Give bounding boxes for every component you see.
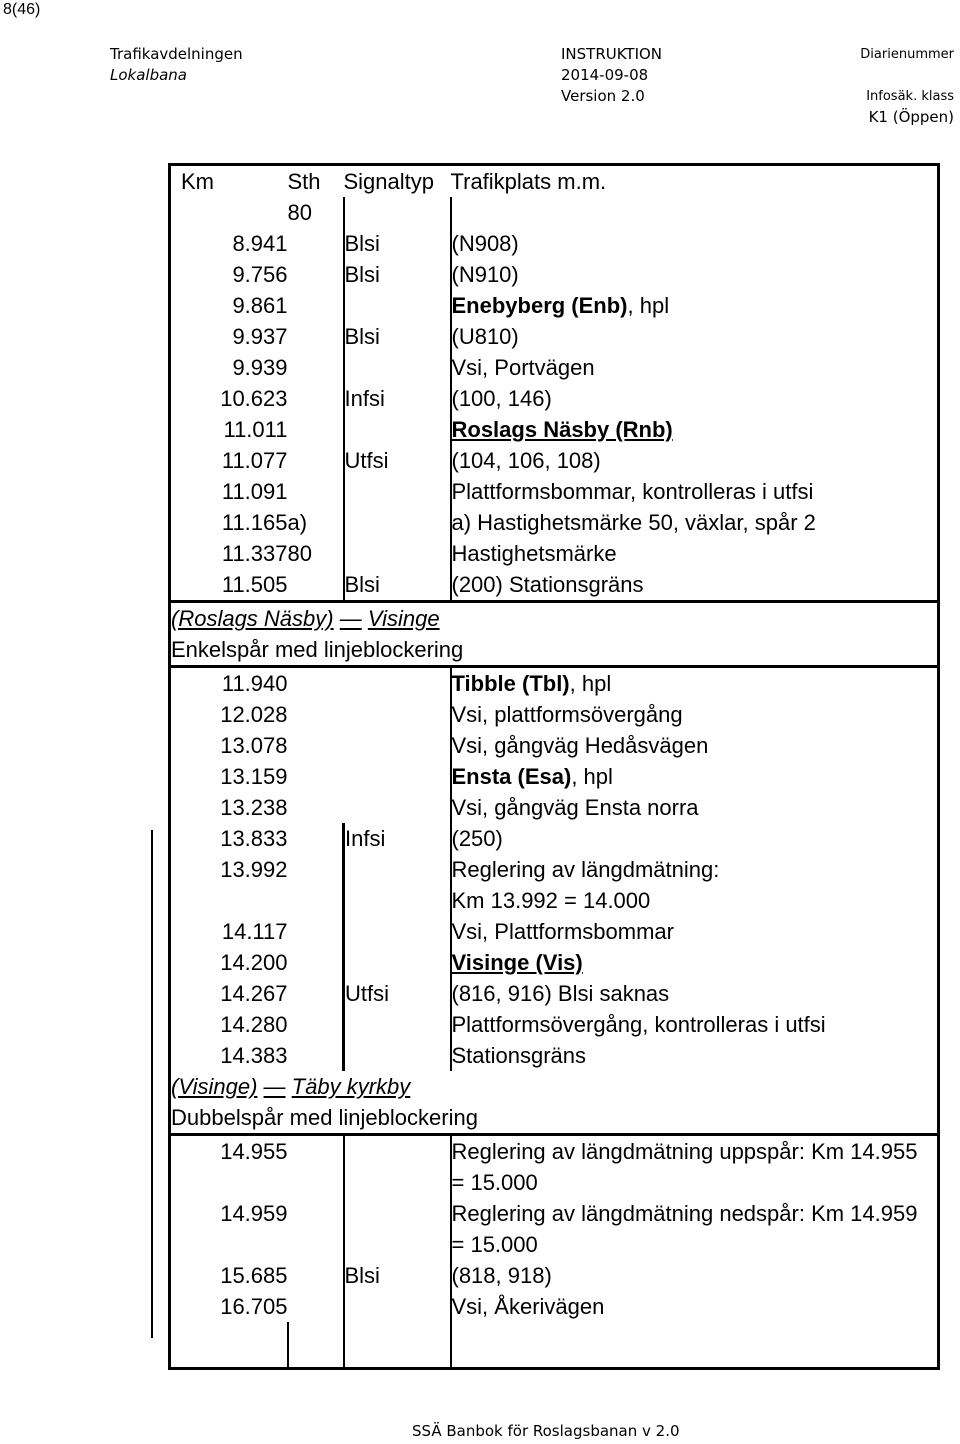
km-cell: 16.705 bbox=[170, 1291, 288, 1322]
sth-cell: 80 bbox=[287, 200, 312, 225]
section-to: Visinge bbox=[367, 606, 440, 631]
place-cell bbox=[451, 259, 939, 290]
place-text: Vsi, plattformsövergång bbox=[451, 702, 683, 727]
place-cell bbox=[451, 823, 939, 854]
place-text: Vsi, Åkerivägen bbox=[451, 1294, 605, 1319]
table-row bbox=[170, 1291, 939, 1322]
table-row bbox=[170, 916, 939, 947]
header-infosak-value: K1 (Öppen) bbox=[868, 108, 954, 126]
place-text: Reglering av längdmätning: bbox=[451, 857, 720, 882]
header-unit: Lokalbana bbox=[110, 66, 187, 84]
place-cell bbox=[451, 978, 939, 1009]
sth-cell bbox=[288, 1135, 344, 1199]
sth-cell bbox=[288, 321, 344, 352]
sth-cell bbox=[288, 414, 344, 445]
place-text: (818, 918) bbox=[451, 1263, 552, 1288]
table-row bbox=[170, 352, 939, 383]
signal-cell: Infsi bbox=[344, 383, 451, 414]
km-cell: 8.941 bbox=[170, 228, 288, 259]
sth-cell bbox=[288, 383, 344, 414]
km-cell: 11.165 bbox=[170, 507, 288, 538]
place-cell bbox=[451, 569, 939, 602]
sth-cell bbox=[288, 854, 344, 916]
sth-cell bbox=[288, 699, 451, 730]
signal-cell bbox=[344, 507, 451, 538]
sth-cell: 80 bbox=[287, 541, 312, 566]
km-cell: 13.078 bbox=[170, 730, 288, 761]
place-text-continued: = 15.000 bbox=[451, 1170, 538, 1195]
section-track-d: Dubbelspår med linjeblockering bbox=[170, 1102, 939, 1135]
table-row bbox=[170, 823, 939, 854]
sth-cell bbox=[288, 1322, 344, 1368]
table-row bbox=[170, 414, 939, 445]
sth-cell bbox=[288, 792, 451, 823]
signal-cell: Utfsi bbox=[344, 445, 451, 476]
signal-cell bbox=[344, 290, 451, 321]
table-row bbox=[170, 507, 939, 538]
km-cell: 13.159 bbox=[170, 761, 288, 792]
table-header-row bbox=[170, 165, 939, 198]
header-center bbox=[561, 44, 662, 107]
place-cell bbox=[451, 352, 939, 383]
column-header-place: Trafikplats m.m. bbox=[451, 165, 939, 198]
sth-cell bbox=[288, 667, 451, 700]
place-text: (U810) bbox=[451, 324, 519, 349]
table-row bbox=[170, 476, 939, 507]
signal-cell bbox=[344, 197, 451, 228]
place-cell bbox=[451, 761, 939, 792]
signal-cell bbox=[344, 414, 451, 445]
table-row bbox=[170, 383, 939, 414]
place-cell bbox=[451, 667, 939, 700]
place-cell bbox=[451, 854, 939, 916]
place-cell bbox=[451, 1260, 939, 1291]
place-text: Reglering av längdmätning uppspår: Km 14.955 bbox=[451, 1139, 918, 1164]
place-cell bbox=[451, 730, 939, 761]
section-route-d bbox=[170, 1071, 939, 1102]
km-cell: 13.992 bbox=[170, 854, 288, 916]
place-cell bbox=[451, 1291, 939, 1322]
station-name: Visinge (Vis) bbox=[451, 950, 583, 975]
place-text: Hastighetsmärke bbox=[451, 541, 617, 566]
table-row bbox=[170, 538, 939, 569]
km-cell: 15.685 bbox=[170, 1260, 288, 1291]
place-text: (200) Stationsgräns bbox=[451, 572, 644, 597]
signal-cell: Blsi bbox=[344, 321, 451, 352]
km-cell: 11.337 bbox=[170, 538, 288, 569]
km-cell: 9.861 bbox=[170, 290, 288, 321]
table-row bbox=[170, 854, 939, 916]
signal-cell: Blsi bbox=[344, 259, 451, 290]
signal-cell bbox=[344, 476, 451, 507]
table-row bbox=[170, 978, 939, 1009]
place-text: (104, 106, 108) bbox=[451, 448, 601, 473]
place-cell bbox=[451, 476, 939, 507]
sth-cell bbox=[288, 290, 344, 321]
place-text: Vsi, gångväg Ensta norra bbox=[451, 795, 699, 820]
place-cell bbox=[451, 1040, 939, 1071]
km-cell: 14.267 bbox=[170, 978, 288, 1009]
place-cell bbox=[451, 699, 939, 730]
place-cell bbox=[451, 507, 939, 538]
km-cell: 11.505 bbox=[170, 569, 288, 602]
sth-cell bbox=[288, 1260, 344, 1291]
signal-cell bbox=[344, 1291, 451, 1322]
place-text: a) Hastighetsmärke 50, växlar, spår 2 bbox=[451, 510, 816, 535]
table-row bbox=[170, 1135, 939, 1199]
header-date: 2014-09-08 bbox=[561, 66, 649, 84]
sth-cell bbox=[288, 259, 344, 290]
place-text: (816, 916) Blsi saknas bbox=[451, 981, 670, 1006]
signal-cell: Utfsi bbox=[344, 978, 451, 1009]
table-row bbox=[170, 1198, 939, 1260]
place-text: , hpl bbox=[571, 764, 613, 789]
sth-cell bbox=[288, 476, 344, 507]
table-row bbox=[170, 569, 939, 602]
section-track-row bbox=[170, 1102, 939, 1135]
change-bar bbox=[151, 830, 153, 1338]
place-text: (100, 146) bbox=[451, 386, 552, 411]
sth-cell: a) bbox=[287, 510, 308, 535]
km-cell: 10.623 bbox=[170, 383, 288, 414]
signal-cell bbox=[344, 1135, 451, 1199]
place-text-continued: Km 13.992 = 14.000 bbox=[451, 888, 651, 913]
station-name: Roslags Näsby (Rnb) bbox=[451, 417, 673, 442]
place-cell bbox=[451, 1009, 939, 1040]
km-cell bbox=[170, 197, 288, 228]
sth-cell bbox=[288, 947, 344, 978]
place-cell bbox=[451, 228, 939, 259]
table-row bbox=[170, 1260, 939, 1291]
table-row bbox=[170, 290, 939, 321]
place-cell bbox=[451, 321, 939, 352]
header-diarienummer: Diarienummer bbox=[860, 47, 954, 62]
sth-cell bbox=[288, 569, 344, 602]
table-row bbox=[170, 761, 939, 792]
column-header-sth: Sth bbox=[288, 165, 344, 198]
km-cell: 9.939 bbox=[170, 352, 288, 383]
signal-cell bbox=[344, 538, 451, 569]
km-cell: 14.955 bbox=[170, 1135, 288, 1199]
place-text: Plattformsövergång, kontrolleras i utfsi bbox=[451, 1012, 826, 1037]
section-from: (Visinge) bbox=[171, 1074, 258, 1099]
table-row bbox=[170, 321, 939, 352]
place-text: (N908) bbox=[451, 231, 519, 256]
footer: SSÄ Banbok för Roslagsbanan v 2.0 bbox=[412, 1422, 680, 1440]
signal-cell: Infsi bbox=[344, 823, 451, 854]
table-row bbox=[170, 445, 939, 476]
section-dash: — bbox=[263, 1074, 286, 1099]
place-text: Vsi, Plattformsbommar bbox=[451, 919, 674, 944]
km-cell: 14.383 bbox=[170, 1040, 288, 1071]
sth-cell bbox=[288, 1291, 344, 1322]
header-right bbox=[860, 44, 954, 128]
place-cell bbox=[451, 916, 939, 947]
table-row-empty bbox=[170, 1322, 939, 1368]
table-row bbox=[170, 197, 939, 228]
signal-cell: Blsi bbox=[344, 569, 451, 602]
signal-cell: Blsi bbox=[344, 1260, 451, 1291]
km-cell: 9.937 bbox=[170, 321, 288, 352]
place-cell bbox=[451, 947, 939, 978]
page-number: 8(46) bbox=[3, 1, 41, 18]
header-infosak-label: Infosäk. klass bbox=[866, 89, 954, 104]
station-name: Enebyberg (Enb) bbox=[451, 293, 628, 318]
station-name: Ensta (Esa) bbox=[451, 764, 572, 789]
header-version: Version 2.0 bbox=[561, 87, 645, 105]
signal-cell: Blsi bbox=[344, 228, 451, 259]
sth-cell bbox=[288, 916, 344, 947]
section-route-row bbox=[170, 602, 939, 635]
table-row bbox=[170, 792, 939, 823]
signal-cell bbox=[344, 1322, 451, 1368]
signal-cell bbox=[344, 1009, 451, 1040]
km-cell bbox=[170, 1322, 288, 1368]
table-row bbox=[170, 730, 939, 761]
km-cell: 11.091 bbox=[170, 476, 288, 507]
km-cell: 11.077 bbox=[170, 445, 288, 476]
km-cell: 14.959 bbox=[170, 1198, 288, 1260]
km-cell: 14.280 bbox=[170, 1009, 288, 1040]
km-cell: 14.117 bbox=[170, 916, 288, 947]
table-row bbox=[170, 228, 939, 259]
place-text-continued: = 15.000 bbox=[451, 1232, 538, 1257]
place-cell bbox=[451, 197, 939, 228]
section-route-b bbox=[170, 602, 939, 635]
signal-cell bbox=[344, 854, 451, 916]
table-row bbox=[170, 259, 939, 290]
table-row bbox=[170, 1040, 939, 1071]
place-cell bbox=[451, 445, 939, 476]
sth-cell bbox=[288, 352, 344, 383]
header-left bbox=[110, 44, 243, 86]
sth-cell bbox=[288, 1040, 344, 1071]
header-doc-type: INSTRUKTION bbox=[561, 45, 663, 63]
place-text: , hpl bbox=[569, 671, 612, 696]
place-cell bbox=[451, 1322, 939, 1368]
place-text: (N910) bbox=[451, 262, 519, 287]
track-table bbox=[168, 163, 940, 1370]
sth-cell bbox=[288, 1009, 344, 1040]
place-cell bbox=[451, 538, 939, 569]
place-cell bbox=[451, 1135, 939, 1199]
table-row bbox=[170, 947, 939, 978]
table-row bbox=[170, 699, 939, 730]
sth-cell bbox=[288, 978, 344, 1009]
sth-cell bbox=[288, 823, 344, 854]
signal-cell bbox=[344, 916, 451, 947]
signal-cell bbox=[344, 352, 451, 383]
place-cell bbox=[451, 383, 939, 414]
header-org: Trafikavdelningen bbox=[110, 45, 243, 63]
place-text: Reglering av längdmätning nedspår: Km 14.959 bbox=[451, 1201, 918, 1226]
signal-cell bbox=[344, 947, 451, 978]
km-cell: 12.028 bbox=[170, 699, 288, 730]
km-cell: 13.238 bbox=[170, 792, 288, 823]
section-track-row bbox=[170, 634, 939, 667]
place-text: Stationsgräns bbox=[451, 1043, 587, 1068]
column-header-km: Km bbox=[170, 165, 288, 198]
place-text: , hpl bbox=[627, 293, 670, 318]
place-cell bbox=[451, 1198, 939, 1260]
table-row bbox=[170, 1009, 939, 1040]
signal-cell bbox=[344, 1198, 451, 1260]
sth-cell bbox=[288, 730, 451, 761]
column-header-signal: Signaltyp bbox=[344, 165, 451, 198]
place-cell bbox=[451, 792, 939, 823]
place-text: Vsi, gångväg Hedåsvägen bbox=[451, 733, 709, 758]
sth-cell bbox=[288, 228, 344, 259]
sth-cell bbox=[288, 445, 344, 476]
place-text: (250) bbox=[451, 826, 503, 851]
station-name: Tibble (Tbl) bbox=[451, 671, 570, 696]
place-cell bbox=[451, 414, 939, 445]
sth-cell bbox=[288, 1198, 344, 1260]
section-track-b: Enkelspår med linjeblockering bbox=[170, 634, 939, 667]
table-row bbox=[170, 667, 939, 700]
km-cell: 14.200 bbox=[170, 947, 288, 978]
place-text: Plattformsbommar, kontrolleras i utfsi bbox=[451, 479, 814, 504]
section-route-row bbox=[170, 1071, 939, 1102]
km-cell: 9.756 bbox=[170, 259, 288, 290]
section-from: (Roslags Näsby) bbox=[171, 606, 334, 631]
place-cell bbox=[451, 290, 939, 321]
section-dash: — bbox=[339, 606, 362, 631]
place-text: Vsi, Portvägen bbox=[451, 355, 595, 380]
sth-cell bbox=[288, 761, 451, 792]
km-cell: 13.833 bbox=[170, 823, 288, 854]
signal-cell bbox=[344, 1040, 451, 1071]
km-cell: 11.011 bbox=[170, 414, 288, 445]
km-cell: 11.940 bbox=[170, 667, 288, 700]
section-to: Täby kyrkby bbox=[291, 1074, 411, 1099]
